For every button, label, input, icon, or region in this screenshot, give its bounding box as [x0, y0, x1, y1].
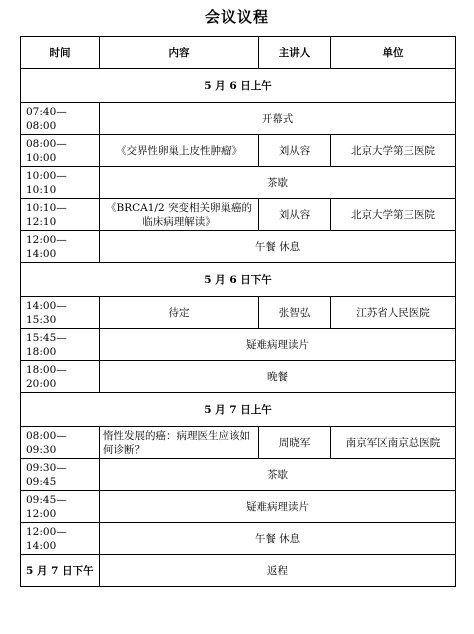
section-label: 5 月 7 日上午 — [21, 393, 456, 427]
content-cell: 开幕式 — [100, 103, 456, 135]
agenda-row — [21, 199, 456, 231]
content-cell: 返程 — [100, 555, 456, 587]
agenda-row — [21, 135, 456, 167]
time-cell: 09:30—09:45 — [21, 459, 100, 491]
agenda-row — [21, 491, 456, 523]
time-cell: 10:00—10:10 — [21, 167, 100, 199]
time-cell: 14:00—15:30 — [21, 297, 100, 329]
content-cell: 待定 — [100, 297, 259, 329]
header-content: 内容 — [100, 37, 259, 69]
content-cell: 茶歇 — [100, 167, 456, 199]
page-title: 会议议程 — [204, 8, 269, 26]
content-cell: 午餐 休息 — [100, 523, 456, 555]
header-time: 时间 — [21, 37, 100, 69]
time-cell: 08:00—09:30 — [21, 427, 100, 459]
content-cell: 惰性发展的癌：病理医生应该如何诊断？ — [100, 427, 259, 459]
agenda-row — [21, 297, 456, 329]
section-label: 5 月 6 日下午 — [21, 263, 456, 297]
unit-cell: 北京大学第三医院 — [331, 135, 456, 167]
agenda-row — [21, 427, 456, 459]
header-row — [21, 37, 456, 69]
content-cell: 《BRCA1/2 突变相关卵巢癌的临床病理解读》 — [100, 199, 259, 231]
content-cell: 茶歇 — [100, 459, 456, 491]
section-label: 5 月 6 日上午 — [21, 69, 456, 103]
time-cell: 12:00—14:00 — [21, 231, 100, 263]
speaker-cell: 刘从容 — [259, 135, 331, 167]
time-cell: 07:40—08:00 — [21, 103, 100, 135]
content-cell: 晚餐 — [100, 361, 456, 393]
time-cell: 5 月 7 日下午 — [21, 555, 100, 587]
agenda-row — [21, 103, 456, 135]
agenda-row — [21, 361, 456, 393]
unit-cell: 南京军区南京总医院 — [331, 427, 456, 459]
section-row — [21, 263, 456, 297]
time-cell: 10:10—12:10 — [21, 199, 100, 231]
agenda-row — [21, 555, 456, 587]
section-row — [21, 393, 456, 427]
time-cell: 09:45—12:00 — [21, 491, 100, 523]
section-row — [21, 69, 456, 103]
content-cell: 《交界性卵巢上皮性肿瘤》 — [100, 135, 259, 167]
agenda-row — [21, 523, 456, 555]
agenda-row — [21, 459, 456, 491]
agenda-row — [21, 231, 456, 263]
header-speaker: 主讲人 — [259, 37, 331, 69]
speaker-cell: 周晓军 — [259, 427, 331, 459]
time-cell: 15:45—18:00 — [21, 329, 100, 361]
header-unit: 单位 — [331, 37, 456, 69]
time-cell: 08:00—10:00 — [21, 135, 100, 167]
time-cell: 12:00—14:00 — [21, 523, 100, 555]
time-cell: 18:00—20:00 — [21, 361, 100, 393]
agenda-row — [21, 167, 456, 199]
content-cell: 午餐 休息 — [100, 231, 456, 263]
speaker-cell: 张智弘 — [259, 297, 331, 329]
agenda-body — [21, 37, 456, 587]
agenda-row — [21, 329, 456, 361]
agenda-table — [20, 36, 456, 587]
content-cell: 疑难病理读片 — [100, 329, 456, 361]
speaker-cell: 刘从容 — [259, 199, 331, 231]
unit-cell: 北京大学第三医院 — [331, 199, 456, 231]
unit-cell: 江苏省人民医院 — [331, 297, 456, 329]
content-cell: 疑难病理读片 — [100, 491, 456, 523]
